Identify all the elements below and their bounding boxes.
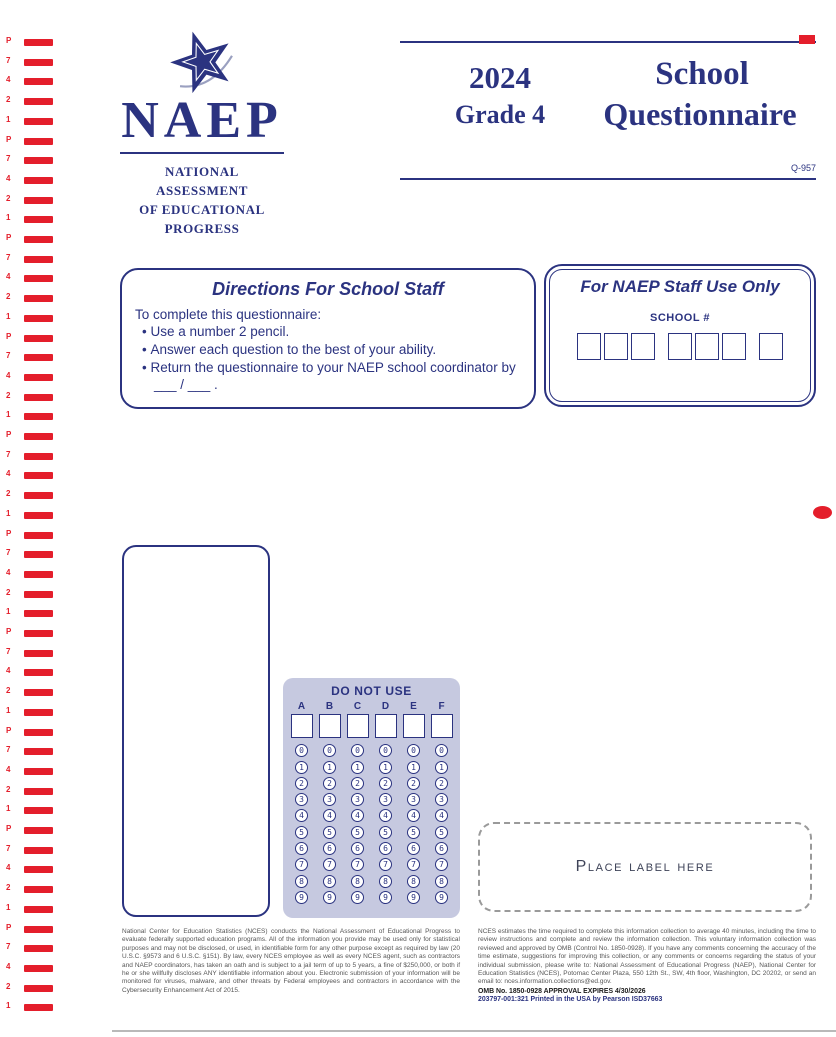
timing-mark-row: [0, 688, 60, 698]
timing-mark-char: 7: [6, 647, 11, 656]
digit-write-box[interactable]: [291, 714, 313, 738]
digit-bubble[interactable]: 5: [407, 826, 420, 839]
bubble-column: [289, 700, 314, 904]
form-title-line2: Questionnaire: [603, 96, 797, 132]
timing-mark-char: 2: [6, 489, 11, 498]
digit-bubble[interactable]: 4: [407, 809, 420, 822]
timing-mark-char: 4: [6, 666, 11, 675]
footer-burden-text: [478, 928, 816, 1005]
timing-mark-row: [0, 511, 60, 521]
digit-bubble[interactable]: 2: [351, 777, 364, 790]
digit-bubble[interactable]: 1: [407, 761, 420, 774]
logo-org-line: PROGRESS: [164, 221, 240, 236]
school-number-box[interactable]: [668, 333, 692, 360]
timing-mark: [24, 729, 53, 736]
timing-mark: [24, 315, 53, 322]
timing-mark: [24, 98, 53, 105]
header-bottom-rule: [400, 178, 816, 180]
timing-mark: [24, 669, 53, 676]
timing-mark-row: [0, 984, 60, 994]
timing-mark-char: 2: [6, 292, 11, 301]
timing-mark-char: 7: [6, 56, 11, 65]
timing-mark-char: 7: [6, 253, 11, 262]
timing-mark-row: [0, 176, 60, 186]
digit-write-box[interactable]: [347, 714, 369, 738]
digit-bubble[interactable]: 0: [295, 744, 308, 757]
timing-mark: [24, 354, 53, 361]
timing-mark-char: P: [6, 923, 12, 932]
timing-mark-row: [0, 58, 60, 68]
digit-write-box[interactable]: [319, 714, 341, 738]
digit-bubble[interactable]: 9: [323, 891, 336, 904]
digit-bubble[interactable]: 0: [351, 744, 364, 757]
directions-bullet: • Answer each question to the best of your ability.: [142, 341, 527, 358]
digit-write-box[interactable]: [431, 714, 453, 738]
timing-mark-char: 1: [6, 115, 11, 124]
timing-mark-row: [0, 885, 60, 895]
logo-org-line: OF EDUCATIONAL: [139, 202, 265, 217]
bubble-column-letter: C: [353, 701, 362, 712]
timing-mark-char: 4: [6, 272, 11, 281]
timing-mark-char: 1: [6, 607, 11, 616]
digit-bubble[interactable]: 8: [407, 875, 420, 888]
school-number-box[interactable]: [722, 333, 746, 360]
bubble-column: [373, 700, 398, 904]
footer-burden-paragraph: NCES estimates the time required to complete this information collection to average 40 minutes, including the time to review instructions and complete and review the information collection. This voluntary information collection was reviewed and approved by OMB (Control No. 1850-0928). If you have any comments concerning the accuracy of the time estimate, suggestions for improving this collection, or any comments or concerns regarding the status of your individual submission, please write to: National Assessment of Educational Progress (NAEP), National Center for Education Statistics (NCES), Potomac Center Plaza, 550 12th St., SW, 4th floor, Washington, DC 20202, or send an email to: nces.information.collections@ed.gov.: [478, 928, 816, 986]
directions-intro: To complete this questionnaire:: [135, 307, 322, 322]
timing-mark-char: 2: [6, 194, 11, 203]
registration-mark-top-right: [799, 35, 815, 44]
directions-bullet: • Return the questionnaire to your NAEP school coordinator by ___ / ___ .: [142, 359, 527, 393]
timing-mark: [24, 768, 53, 775]
timing-mark: [24, 157, 53, 164]
timing-mark: [24, 433, 53, 440]
timing-mark-char: P: [6, 430, 12, 439]
digit-bubble[interactable]: 2: [323, 777, 336, 790]
timing-mark-row: [0, 668, 60, 678]
timing-mark-char: 4: [6, 371, 11, 380]
digit-bubble[interactable]: 3: [435, 793, 448, 806]
digit-bubble[interactable]: 2: [435, 777, 448, 790]
timing-mark: [24, 689, 53, 696]
timing-mark: [24, 906, 53, 913]
timing-mark-char: P: [6, 529, 12, 538]
bubble-grid-title: DO NOT USE: [331, 684, 412, 698]
timing-mark: [24, 177, 53, 184]
digit-bubble[interactable]: 3: [323, 793, 336, 806]
digit-write-box[interactable]: [375, 714, 397, 738]
school-number-box[interactable]: [759, 333, 783, 360]
timing-mark-char: 1: [6, 706, 11, 715]
digit-bubble[interactable]: 2: [295, 777, 308, 790]
digit-bubble[interactable]: 5: [295, 826, 308, 839]
digit-bubble[interactable]: 6: [379, 842, 392, 855]
form-code: Q-957: [790, 163, 816, 173]
form-title-line1: School: [655, 56, 749, 92]
timing-mark: [24, 118, 53, 125]
directions-bullet: • Use a number 2 pencil.: [142, 323, 527, 340]
digit-bubble[interactable]: 4: [435, 809, 448, 822]
timing-mark-char: 7: [6, 942, 11, 951]
digit-bubble[interactable]: 4: [379, 809, 392, 822]
school-number-box[interactable]: [604, 333, 628, 360]
timing-mark-char: 4: [6, 568, 11, 577]
digit-bubble[interactable]: 6: [407, 842, 420, 855]
timing-mark-row: [0, 334, 60, 344]
footer-privacy-text: National Center for Education Statistics (NCES) conducts the National Assessment of Educational Progress to evaluate federally supported education programs. All of the information you provide may be used only for statistical purposes and may not be disclosed, or used, in identifiable form for any other purpose except as required by law (20 U.S.C. §9573 and 6 U.S.C. §151). By law, every NCES employee as well as every NCES agent, such as contractors and NAEP coordinators, has taken an oath and is subject to a jail term of up to 5 years, a fine of $250,000, or both if he or she willfully discloses ANY identifiable information about you. Electronic submission of your information will be monitored for viruses, malware, and other threats by Federal employees and contractors in accordance with the Cybersecurity Enhancement Act of 2015.: [122, 928, 460, 994]
timing-mark: [24, 1004, 53, 1011]
timing-mark-row: [0, 747, 60, 757]
school-number-box-group: [759, 333, 783, 360]
bubble-column-letter: A: [297, 701, 306, 712]
place-label-text: Place label here: [575, 858, 715, 875]
timing-mark: [24, 591, 53, 598]
timing-mark: [24, 965, 53, 972]
digit-bubble[interactable]: 2: [379, 777, 392, 790]
timing-mark-row: [0, 708, 60, 718]
timing-mark-row: [0, 156, 60, 166]
registration-mark-oval: [813, 506, 832, 519]
timing-mark: [24, 807, 53, 814]
digit-bubble[interactable]: 5: [379, 826, 392, 839]
timing-mark-row: [0, 274, 60, 284]
timing-mark-row: [0, 38, 60, 48]
timing-mark-char: 1: [6, 903, 11, 912]
timing-mark-char: 4: [6, 765, 11, 774]
timing-mark-row: [0, 255, 60, 265]
timing-mark-row: [0, 846, 60, 856]
directions-box: [120, 268, 536, 409]
timing-mark-row: [0, 767, 60, 777]
digit-bubble[interactable]: 3: [407, 793, 420, 806]
timing-mark-char: P: [6, 627, 12, 636]
digit-bubble[interactable]: 3: [379, 793, 392, 806]
school-number-box-group: [668, 333, 746, 360]
digit-bubble[interactable]: 3: [351, 793, 364, 806]
timing-mark-char: P: [6, 726, 12, 735]
timing-mark-row: [0, 137, 60, 147]
timing-mark-row: [0, 649, 60, 659]
digit-bubble[interactable]: 3: [295, 793, 308, 806]
digit-bubble[interactable]: 9: [295, 891, 308, 904]
timing-mark: [24, 453, 53, 460]
timing-mark: [24, 886, 53, 893]
digit-bubble[interactable]: 9: [379, 891, 392, 904]
timing-mark-char: 4: [6, 174, 11, 183]
timing-mark-char: 1: [6, 1001, 11, 1010]
timing-mark: [24, 275, 53, 282]
logo-org-line: NATIONAL ASSESSMENT: [156, 164, 248, 198]
page-bottom-edge: [112, 1030, 836, 1032]
digit-bubble[interactable]: 6: [323, 842, 336, 855]
timing-mark-char: 7: [6, 844, 11, 853]
digit-bubble[interactable]: 8: [295, 875, 308, 888]
digit-bubble[interactable]: 7: [407, 858, 420, 871]
timing-mark-char: 7: [6, 450, 11, 459]
timing-mark-char: 2: [6, 982, 11, 991]
timing-mark: [24, 236, 53, 243]
timing-mark-row: [0, 97, 60, 107]
timing-mark: [24, 551, 53, 558]
digit-bubble[interactable]: 7: [435, 858, 448, 871]
timing-mark-char: 1: [6, 410, 11, 419]
timing-mark-char: 4: [6, 469, 11, 478]
timing-mark-char: P: [6, 233, 12, 242]
place-label-box: [478, 822, 812, 912]
timing-mark-char: 7: [6, 154, 11, 163]
school-number-box-group: [577, 333, 655, 360]
digit-bubble[interactable]: 6: [295, 842, 308, 855]
timing-mark: [24, 610, 53, 617]
timing-mark: [24, 571, 53, 578]
digit-bubble[interactable]: 4: [295, 809, 308, 822]
timing-mark-row: [0, 787, 60, 797]
digit-bubble[interactable]: 0: [323, 744, 336, 757]
header-top-rule: [400, 41, 816, 43]
form-grade: Grade 4: [454, 100, 546, 129]
timing-mark-row: [0, 590, 60, 600]
timing-mark: [24, 788, 53, 795]
timing-mark-char: 7: [6, 548, 11, 557]
directions-title: Directions For School Staff: [212, 279, 444, 299]
digit-bubble[interactable]: 9: [351, 891, 364, 904]
digit-bubble[interactable]: 9: [407, 891, 420, 904]
timing-mark-row: [0, 294, 60, 304]
timing-mark-row: [0, 353, 60, 363]
timing-mark-char: 1: [6, 804, 11, 813]
timing-mark: [24, 492, 53, 499]
timing-mark: [24, 630, 53, 637]
timing-mark-char: 1: [6, 509, 11, 518]
digit-bubble[interactable]: 0: [407, 744, 420, 757]
timing-mark-row: [0, 609, 60, 619]
timing-mark-char: P: [6, 36, 12, 45]
bubble-column-letter: E: [410, 701, 417, 712]
timing-mark-row: [0, 471, 60, 481]
timing-mark-row: [0, 491, 60, 501]
bubble-column-letter: B: [325, 701, 334, 712]
logo-org-name: [118, 162, 286, 238]
timing-mark: [24, 866, 53, 873]
digit-bubble[interactable]: 9: [435, 891, 448, 904]
digit-bubble[interactable]: 1: [323, 761, 336, 774]
school-number-box[interactable]: [695, 333, 719, 360]
timing-mark: [24, 532, 53, 539]
timing-mark: [24, 59, 53, 66]
timing-mark-row: [0, 1003, 60, 1013]
logo-divider: [120, 152, 284, 154]
digit-bubble[interactable]: 1: [379, 761, 392, 774]
school-number-box[interactable]: [577, 333, 601, 360]
timing-mark-row: [0, 964, 60, 974]
timing-mark: [24, 650, 53, 657]
timing-mark-row: [0, 865, 60, 875]
omb-approval-line: OMB No. 1850-0928 APPROVAL EXPIRES 4/30/2026: [478, 987, 646, 995]
timing-mark-row: [0, 412, 60, 422]
naep-star-icon: [166, 28, 238, 94]
digit-bubble[interactable]: 1: [295, 761, 308, 774]
bubble-column-letter: D: [381, 701, 390, 712]
timing-mark-char: 4: [6, 863, 11, 872]
digit-bubble[interactable]: 2: [407, 777, 420, 790]
bubble-column: [317, 700, 342, 904]
digit-bubble[interactable]: 8: [435, 875, 448, 888]
timing-mark: [24, 394, 53, 401]
digit-write-box[interactable]: [403, 714, 425, 738]
timing-mark-char: 1: [6, 312, 11, 321]
timing-mark-char: 2: [6, 95, 11, 104]
form-year: 2024: [469, 60, 531, 95]
timing-mark-char: 7: [6, 351, 11, 360]
digit-bubble[interactable]: 6: [351, 842, 364, 855]
timing-mark-row: [0, 806, 60, 816]
digit-bubble[interactable]: 7: [295, 858, 308, 871]
timing-mark: [24, 374, 53, 381]
naep-logo: [118, 28, 286, 238]
timing-mark-char: 7: [6, 745, 11, 754]
digit-bubble[interactable]: 7: [323, 858, 336, 871]
timing-mark-char: P: [6, 135, 12, 144]
digit-bubble[interactable]: 1: [351, 761, 364, 774]
naep-staff-box: [544, 264, 816, 407]
bubble-column: [429, 700, 454, 904]
timing-mark: [24, 197, 53, 204]
timing-mark-row: [0, 235, 60, 245]
timing-mark-char: 2: [6, 588, 11, 597]
timing-mark-row: [0, 432, 60, 442]
timing-mark-row: [0, 452, 60, 462]
digit-bubble[interactable]: 8: [323, 875, 336, 888]
school-number-label: SCHOOL #: [649, 312, 711, 324]
timing-mark: [24, 39, 53, 46]
timing-mark: [24, 295, 53, 302]
digit-bubble[interactable]: 8: [351, 875, 364, 888]
digit-bubble[interactable]: 4: [351, 809, 364, 822]
timing-mark: [24, 256, 53, 263]
timing-mark: [24, 472, 53, 479]
timing-mark-row: [0, 550, 60, 560]
digit-bubble[interactable]: 5: [323, 826, 336, 839]
timing-mark: [24, 847, 53, 854]
timing-mark-row: [0, 314, 60, 324]
timing-mark-char: P: [6, 824, 12, 833]
timing-mark-row: [0, 570, 60, 580]
timing-mark: [24, 748, 53, 755]
timing-mark-char: 2: [6, 883, 11, 892]
timing-mark: [24, 985, 53, 992]
timing-mark-row: [0, 925, 60, 935]
timing-mark-row: [0, 77, 60, 87]
digit-bubble[interactable]: 1: [435, 761, 448, 774]
timing-mark-char: 2: [6, 686, 11, 695]
digit-bubble[interactable]: 8: [379, 875, 392, 888]
timing-mark-row: [0, 215, 60, 225]
timing-mark-row: [0, 393, 60, 403]
school-number-box[interactable]: [631, 333, 655, 360]
timing-mark-char: 1: [6, 213, 11, 222]
school-number-boxes: [550, 333, 810, 360]
print-info-line: 203797-001:321 Printed in the USA by Pearson ISD37663: [478, 996, 663, 1004]
timing-mark-row: [0, 373, 60, 383]
timing-mark: [24, 78, 53, 85]
timing-mark-row: [0, 196, 60, 206]
timing-mark: [24, 413, 53, 420]
digit-bubble[interactable]: 7: [351, 858, 364, 871]
timing-mark-char: 4: [6, 75, 11, 84]
digit-bubble[interactable]: 6: [435, 842, 448, 855]
bubble-grid-columns: [289, 700, 454, 904]
timing-mark: [24, 512, 53, 519]
naep-wordmark: NAEP: [121, 92, 283, 149]
timing-mark-char: 2: [6, 391, 11, 400]
digit-bubble[interactable]: 5: [351, 826, 364, 839]
timing-mark-row: [0, 944, 60, 954]
timing-mark-char: P: [6, 332, 12, 341]
timing-mark: [24, 945, 53, 952]
bubble-column: [401, 700, 426, 904]
timing-mark-row: [0, 728, 60, 738]
bubble-column: [345, 700, 370, 904]
digit-bubble[interactable]: 7: [379, 858, 392, 871]
bubble-column-letter: F: [438, 701, 445, 712]
timing-mark-char: 4: [6, 962, 11, 971]
timing-mark-row: [0, 117, 60, 127]
timing-mark-char: 2: [6, 785, 11, 794]
digit-bubble[interactable]: 4: [323, 809, 336, 822]
bubble-grid: [283, 678, 460, 918]
timing-mark: [24, 926, 53, 933]
digit-bubble[interactable]: 0: [435, 744, 448, 757]
timing-mark: [24, 709, 53, 716]
timing-mark-row: [0, 905, 60, 915]
digit-bubble[interactable]: 0: [379, 744, 392, 757]
digit-bubble[interactable]: 5: [435, 826, 448, 839]
timing-mark-row: [0, 826, 60, 836]
timing-mark: [24, 216, 53, 223]
staff-box-title: For NAEP Staff Use Only: [580, 277, 780, 296]
timing-mark-row: [0, 629, 60, 639]
directions-list: [142, 323, 527, 393]
timing-mark-row: [0, 531, 60, 541]
timing-mark: [24, 335, 53, 342]
timing-mark: [24, 827, 53, 834]
timing-mark: [24, 138, 53, 145]
empty-response-box: [122, 545, 270, 917]
naep-staff-box-inner: [549, 269, 811, 402]
